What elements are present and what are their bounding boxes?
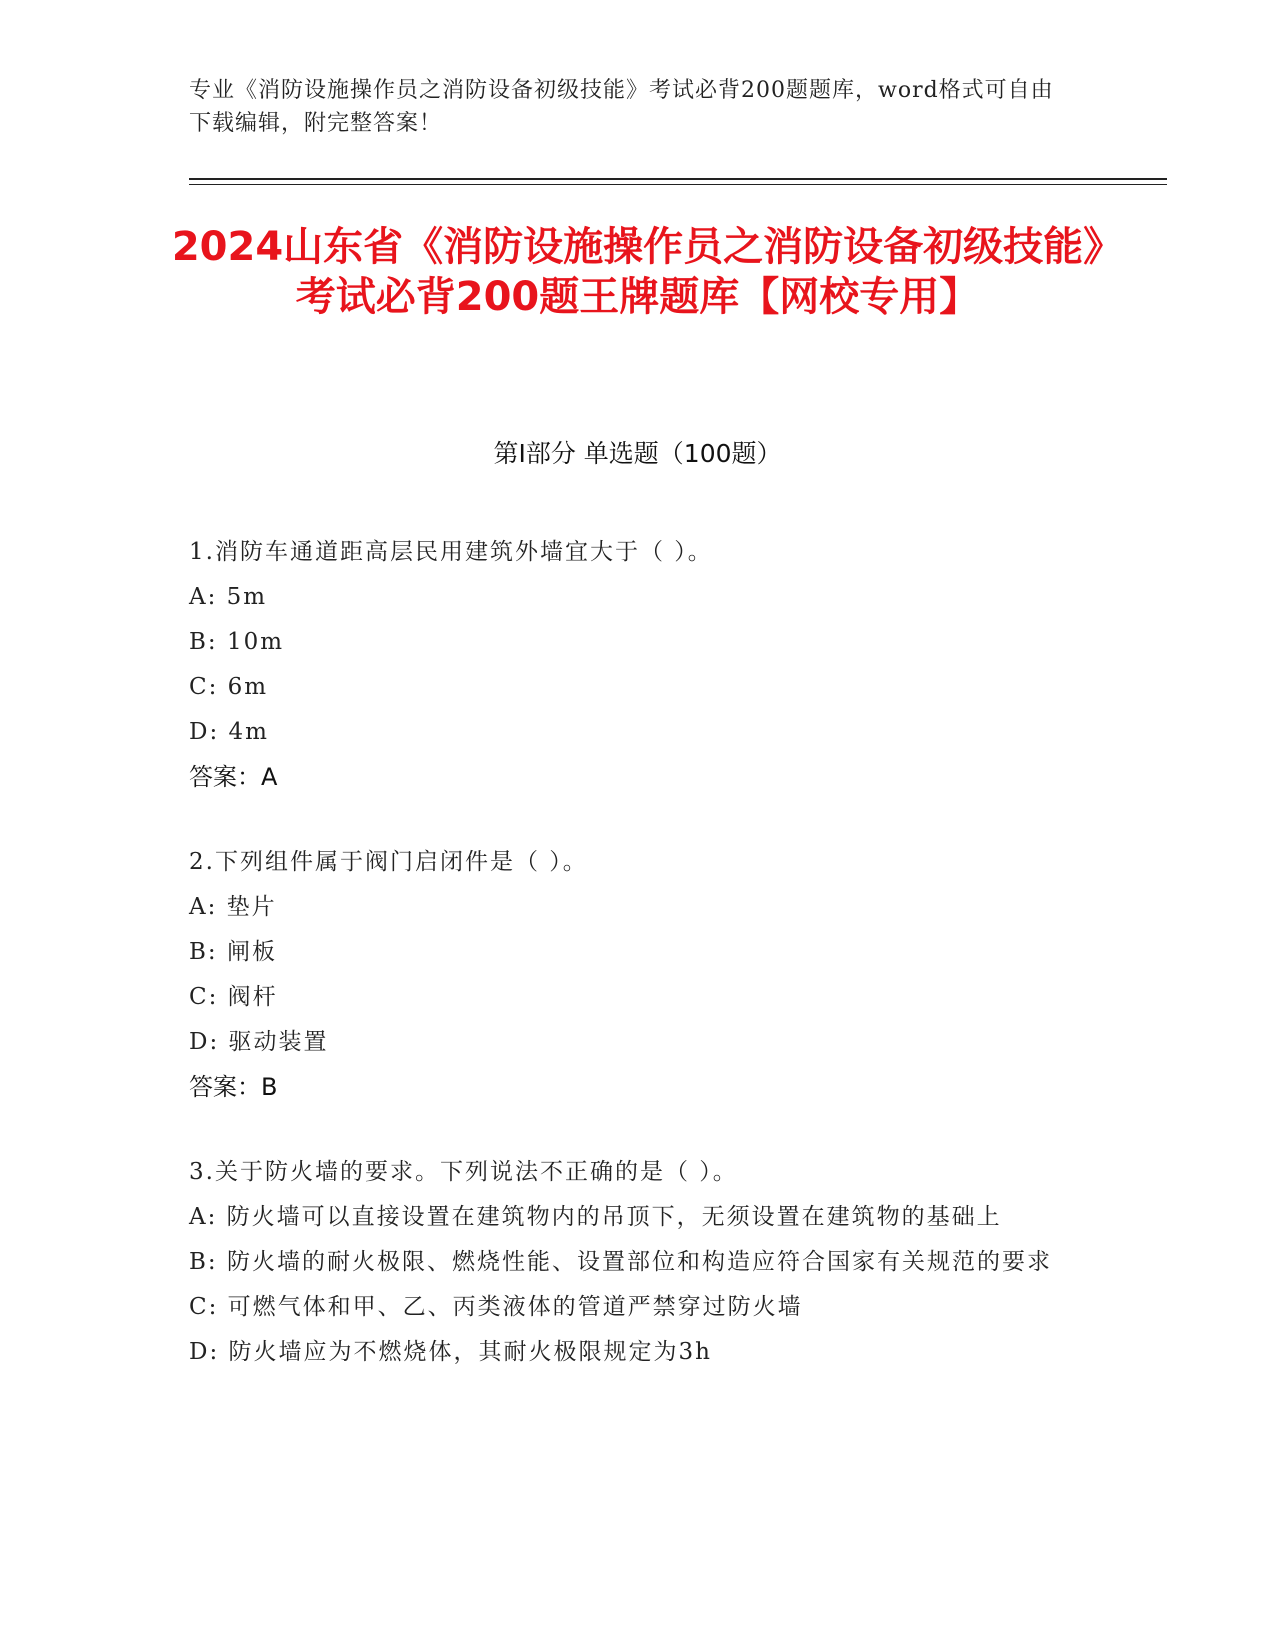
question-1 <box>189 530 1079 800</box>
section-title: 第I部分 单选题（100题） <box>493 439 782 468</box>
header-rule-thin <box>189 184 1167 185</box>
question-stem: 2.下列组件属于阀门启闭件是（ ）。 <box>189 849 588 875</box>
intro-text: 专业《消防设施操作员之消防设备初级技能》考试必背200题题库，word格式可自由下载编辑，附完整答案！ <box>189 78 1054 136</box>
question-stem: 3.关于防火墙的要求。下列说法不正确的是（ ）。 <box>189 1159 738 1185</box>
answer-line: 答案：B <box>189 1073 278 1101</box>
answer-line: 答案：A <box>189 763 278 791</box>
option-d: D: 驱动装置 <box>189 1029 329 1055</box>
option-c: C: 阀杆 <box>189 984 278 1010</box>
option-b: B: 闸板 <box>189 939 277 965</box>
option-b: B: 10m <box>189 629 285 655</box>
question-stem: 1.消防车通道距高层民用建筑外墙宜大于（ ）。 <box>189 539 713 565</box>
option-c: C: 可燃气体和甲、乙、丙类液体的管道严禁穿过防火墙 <box>189 1294 803 1320</box>
option-a: A: 5m <box>189 584 268 610</box>
option-d: D: 4m <box>189 719 269 745</box>
option-d: D: 防火墙应为不燃烧体，其耐火极限规定为3h <box>189 1339 712 1365</box>
header-rule-thick <box>189 178 1167 180</box>
option-b: B: 防火墙的耐火极限、燃烧性能、设置部位和构造应符合国家有关规范的要求 <box>189 1249 1052 1275</box>
question-3 <box>189 1150 1079 1375</box>
question-list <box>189 530 1079 1415</box>
option-a: A: 垫片 <box>189 894 277 920</box>
option-a: A: 防火墙可以直接设置在建筑物内的吊顶下，无须设置在建筑物的基础上 <box>189 1204 1002 1230</box>
document-title: 2024山东省《消防设施操作员之消防设备初级技能》考试必背200题王牌题库【网校专用】 <box>171 224 1104 320</box>
question-2 <box>189 840 1079 1110</box>
option-c: C: 6m <box>189 674 269 700</box>
